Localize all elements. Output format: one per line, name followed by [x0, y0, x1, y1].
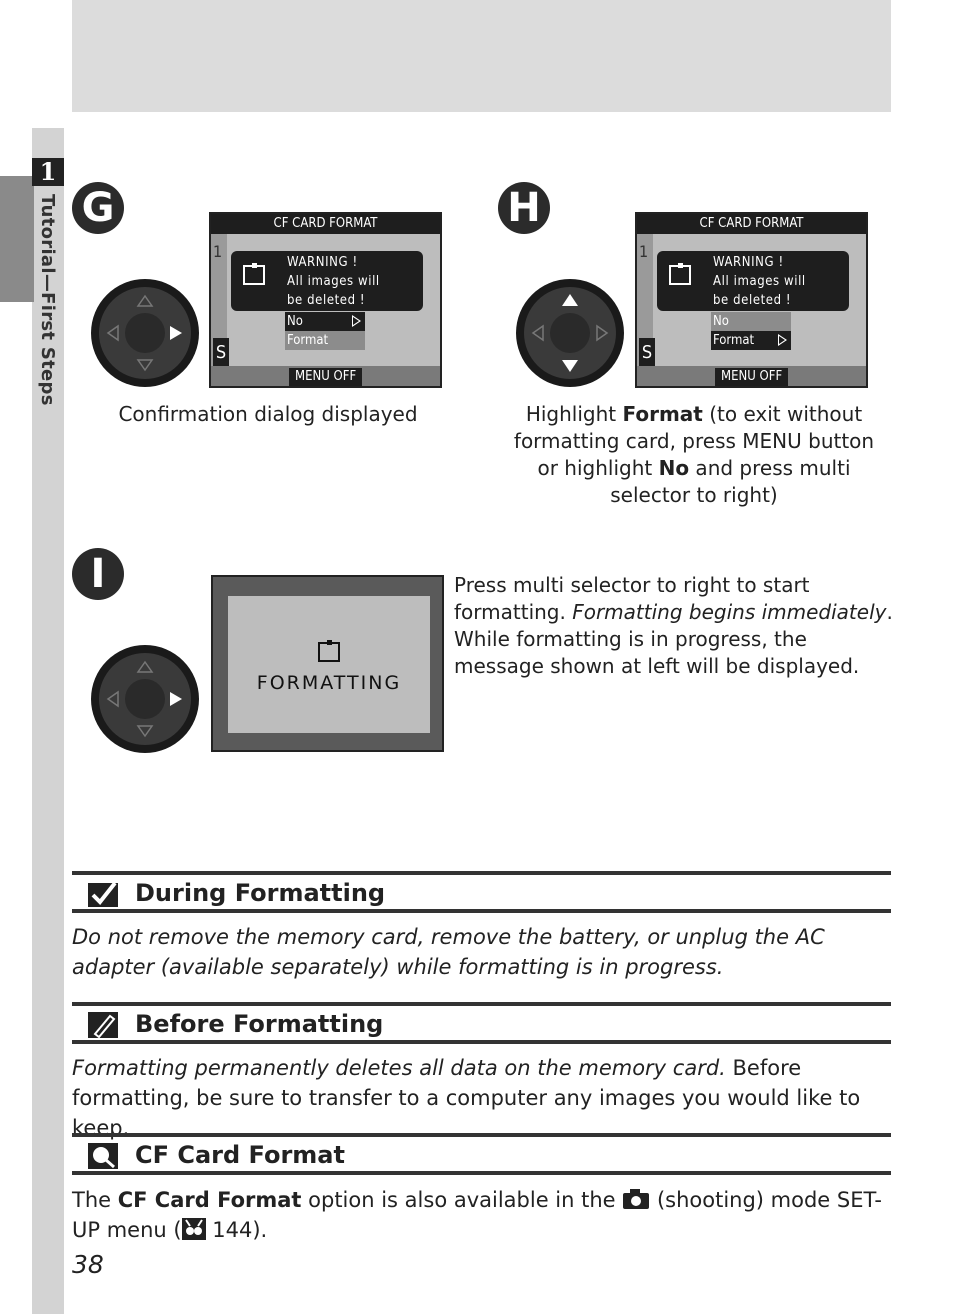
note-text-during: Do not remove the memory card, remove the battery, or unplug the AC adapter (available separately) while formatting is in progress. — [72, 925, 825, 979]
lcd-cf-card-format-h — [635, 212, 868, 388]
step-badge-h: H — [498, 182, 550, 234]
multi-selector-right-icon — [90, 644, 200, 754]
lcd-warning-box — [657, 251, 849, 311]
right-arrow-icon — [352, 315, 361, 327]
lcd-menu-off: MENU OFF — [289, 368, 362, 386]
step-badge-i: I — [72, 548, 124, 600]
memory-card-icon — [669, 265, 691, 285]
caption-h: Highlight Format (to exit without formatting card, press MENU button or highlight No and press multi selector to right) — [513, 402, 875, 507]
lcd-tab-bottom: S — [639, 338, 655, 368]
warning-line-1: WARNING ! — [287, 255, 358, 270]
top-banner — [72, 0, 891, 112]
lcd-title: CF CARD FORMAT — [211, 214, 440, 234]
lcd-tab-top: 1 — [639, 242, 649, 261]
chapter-tab — [0, 176, 34, 302]
memory-card-icon — [318, 642, 340, 662]
tip-icon — [88, 1143, 118, 1169]
caption-g: Confirmation dialog displayed — [118, 402, 418, 426]
page-number: 38 — [72, 1250, 104, 1279]
formatting-message: FORMATTING — [256, 672, 402, 694]
lcd-tab-top: 1 — [213, 242, 223, 261]
step-i-text: Press multi selector to right to start formatting. Formatting begins immediately. While formatting is in progress, the message shown at left will be displayed. — [454, 573, 893, 678]
note-title: During Formatting — [135, 879, 386, 907]
lcd-option-format: Format — [711, 331, 791, 350]
check-icon — [88, 881, 118, 907]
warning-line-1: WARNING ! — [713, 255, 784, 270]
multi-selector-updown-icon — [515, 278, 625, 388]
memory-card-icon — [243, 265, 265, 285]
lcd-menu-off: MENU OFF — [715, 368, 788, 386]
pencil-icon — [88, 1012, 118, 1038]
lcd-tab-bottom: S — [213, 338, 229, 368]
page-reference-icon — [182, 1218, 206, 1240]
formatting-screen — [211, 575, 444, 752]
note-text-before: Formatting permanently deletes all data on the memory card. Before formatting, be sure to transfer to a computer any images you would like to keep. — [72, 1056, 861, 1140]
note-text-cf-card: The CF Card Format option is also available in the (shooting) mode SET-UP menu ( 144). — [72, 1188, 882, 1242]
chapter-label: Tutorial—First Steps — [37, 194, 58, 406]
note-header-cf-card — [72, 1133, 891, 1175]
lcd-cf-card-format-g — [209, 212, 442, 388]
warning-line-2: All images will — [287, 274, 380, 289]
lcd-option-format: Format — [285, 331, 365, 350]
note-title: CF Card Format — [135, 1141, 345, 1169]
lcd-option-no: No — [285, 312, 365, 331]
step-badge-g: G — [72, 182, 124, 234]
lcd-title: CF CARD FORMAT — [637, 214, 866, 234]
warning-line-2: All images will — [713, 274, 806, 289]
multi-selector-right-icon — [90, 278, 200, 388]
camera-icon — [622, 1189, 650, 1209]
warning-line-3: be deleted ! — [287, 293, 366, 308]
note-header-during — [72, 871, 891, 913]
chapter-number: 1 — [32, 158, 64, 186]
warning-line-3: be deleted ! — [713, 293, 792, 308]
note-header-before — [72, 1002, 891, 1044]
note-title: Before Formatting — [135, 1010, 384, 1038]
lcd-option-no: No — [711, 312, 791, 331]
right-arrow-icon — [778, 334, 787, 346]
lcd-warning-box — [231, 251, 423, 311]
